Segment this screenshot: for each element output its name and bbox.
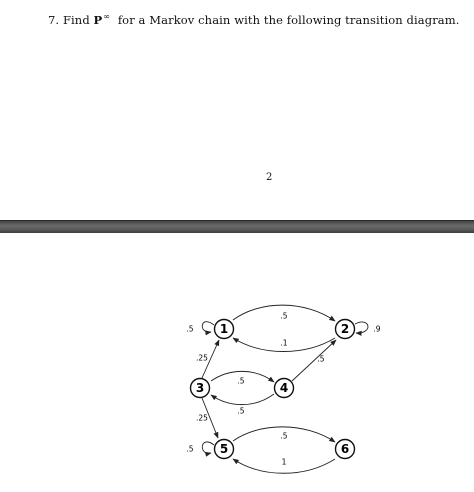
edge-4-to-2	[292, 340, 336, 381]
node-3	[191, 379, 210, 398]
label-3-to-5: .25	[196, 413, 208, 423]
edge-self-5	[202, 442, 214, 453]
node-2	[336, 320, 355, 339]
edge-self-2	[355, 322, 368, 333]
label-4-to-2: .5	[317, 354, 325, 364]
problem-number: 7.	[48, 12, 60, 27]
page-divider	[0, 220, 474, 233]
node-5	[215, 440, 234, 459]
label-2-to-1: .1	[280, 338, 288, 348]
label-3-to-4: .5	[237, 376, 245, 386]
page-bottom	[0, 233, 474, 492]
page-number: 2	[266, 172, 273, 183]
node-4	[275, 379, 294, 398]
node-4-label: 4	[279, 381, 289, 395]
label-self-1: .5	[186, 324, 194, 334]
label-self-2: .9	[373, 324, 381, 334]
node-2-label: 2	[340, 322, 350, 336]
node-1	[215, 320, 234, 339]
node-1-label: 1	[219, 322, 229, 336]
node-3-label: 3	[195, 381, 205, 395]
problem-statement	[48, 12, 460, 27]
infinity-superscript: ∞	[103, 12, 111, 21]
label-1-to-2: .5	[280, 311, 288, 321]
page-top	[0, 0, 474, 220]
node-6	[336, 440, 355, 459]
label-4-to-3: .5	[237, 406, 245, 416]
problem-text-after: for a Markov chain with the following transition diagram.	[117, 12, 460, 27]
matrix-symbol: P	[93, 12, 103, 27]
label-5-to-6: .5	[280, 431, 288, 441]
label-6-to-5: 1	[281, 457, 287, 467]
node-6-label: 6	[340, 442, 350, 456]
edge-self-1	[202, 322, 214, 332]
transition-diagram	[0, 233, 474, 492]
edge-4-to-3	[211, 394, 274, 405]
label-3-to-1: .25	[196, 353, 208, 363]
node-5-label: 5	[219, 442, 229, 456]
label-self-5: .5	[186, 444, 194, 454]
problem-text-before: Find	[62, 12, 90, 27]
